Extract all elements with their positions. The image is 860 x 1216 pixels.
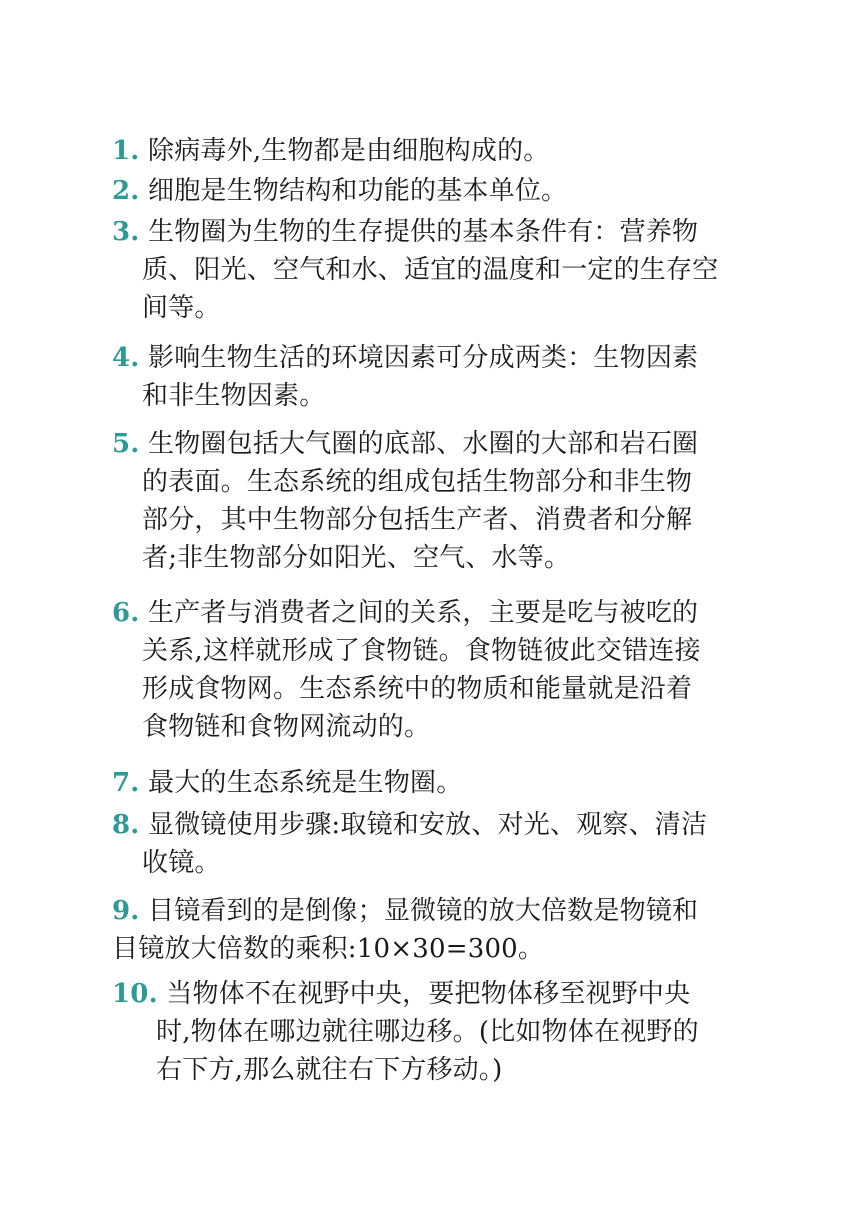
item-text-line: 当物体不在视野中央，要把物体移至视野中央	[166, 979, 691, 1009]
list-item-6	[112, 594, 722, 746]
item-text-line: 时,物体在哪边就往哪边移。(比如物体在视野的	[156, 1017, 699, 1047]
item-text-line: 目镜放大倍数的乘积:10×30=300。	[112, 934, 545, 964]
item-number: 8.	[112, 810, 140, 840]
item-number: 7.	[112, 768, 140, 798]
list-item-9	[112, 892, 722, 968]
item-text-line: 部分，其中生物部分包括生产者、消费者和分解	[142, 505, 693, 535]
item-number: 5.	[112, 429, 140, 459]
item-number: 9.	[112, 896, 140, 926]
item-number: 3.	[112, 217, 140, 247]
item-text-line: 收镜。	[142, 848, 221, 878]
item-text-line: 关系,这样就形成了食物链。食物链彼此交错连接	[142, 636, 701, 666]
item-text-line: 影响生物生活的环境因素可分成两类：生物因素	[148, 343, 699, 373]
item-number: 10.	[112, 979, 158, 1009]
item-text-line: 生物圈为生物的生存提供的基本条件有：营养物	[148, 217, 699, 247]
list-item-10	[112, 975, 722, 1089]
item-text-line: 细胞是生物结构和功能的基本单位。	[148, 176, 568, 206]
item-number: 4.	[112, 343, 140, 373]
list-item-5	[112, 425, 722, 577]
item-text-line: 生物圈包括大气圈的底部、水圈的大部和岩石圈	[148, 429, 699, 459]
list-item-2	[112, 172, 722, 210]
list-item-7	[112, 764, 722, 802]
list-item-4	[112, 339, 722, 415]
item-text-line: 最大的生态系统是生物圈。	[148, 768, 463, 798]
list-item-1	[112, 132, 722, 170]
item-text-line: 间等。	[142, 293, 221, 323]
list-item-3	[112, 213, 722, 327]
item-text-line: 目镜看到的是倒像；显微镜的放大倍数是物镜和	[148, 896, 699, 926]
list-item-8	[112, 806, 722, 882]
item-text-line: 右下方,那么就往右下方移动。)	[156, 1055, 503, 1085]
item-text-line: 形成食物网。生态系统中的物质和能量就是沿着	[142, 674, 693, 704]
item-number: 1.	[112, 136, 140, 166]
item-number: 6.	[112, 598, 140, 628]
item-number: 2.	[112, 176, 140, 206]
item-text-line: 和非生物因素。	[142, 381, 326, 411]
item-text-line: 显微镜使用步骤:取镜和安放、对光、观察、清洁	[148, 810, 708, 840]
item-text-line: 食物链和食物网流动的。	[142, 712, 431, 742]
item-text-line: 质、阳光、空气和水、适宜的温度和一定的生存空	[142, 255, 719, 285]
item-text-line: 者;非生物部分如阳光、空气、水等。	[142, 543, 571, 573]
item-text-line: 除病毒外,生物都是由细胞构成的。	[148, 136, 550, 166]
item-text-line: 生产者与消费者之间的关系，主要是吃与被吃的	[148, 598, 699, 628]
item-text-line: 的表面。生态系统的组成包括生物部分和非生物	[142, 467, 693, 497]
